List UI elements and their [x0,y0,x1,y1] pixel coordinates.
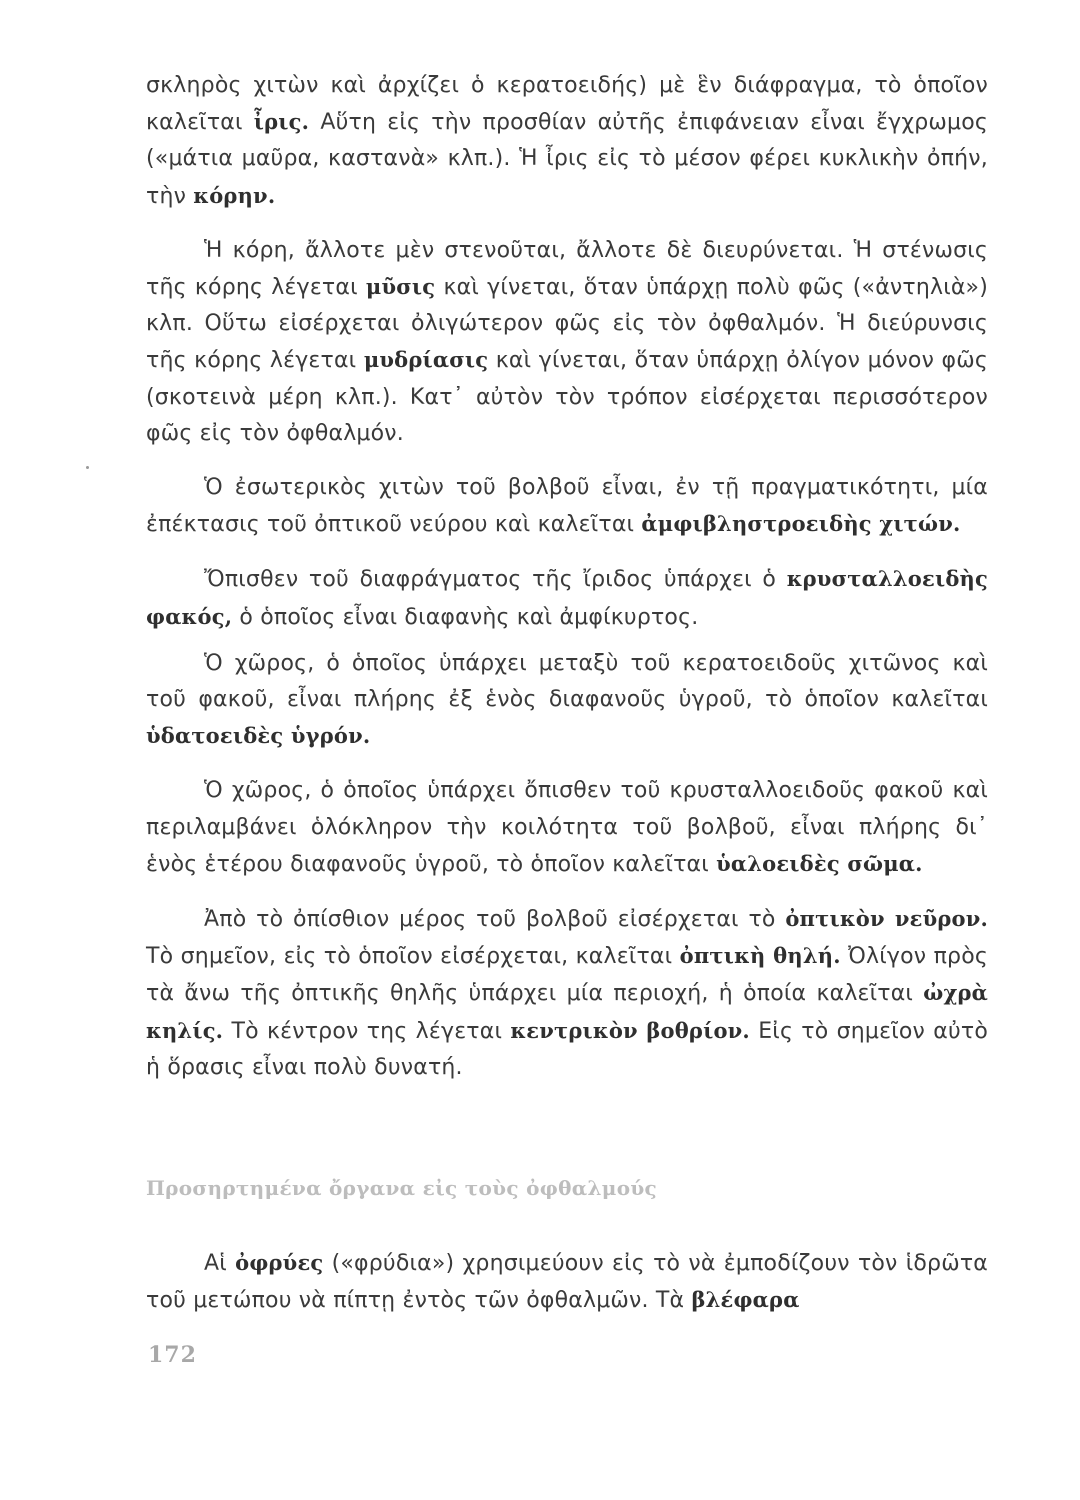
text-run: καὶ γίνεται, ὅταν ὑπάρχῃ ὀλίγον μόνον φῶς (σκοτεινὰ μέρη κλπ.). Κατ᾽ αὐτὸν τὸν τρόπον εἰσέρχεται περισσότερον φῶς εἰς τὸν ὀφθαλμόν. [146,348,989,446]
text-run: Αἱ [204,1251,236,1276]
term-optic-nerve: ὀπτικὸν νεῦρον. [785,906,988,932]
paragraph-retina [146,470,988,543]
term-mydriasis: μυδρίασις [363,347,489,373]
paragraph-eyebrows [146,1245,988,1319]
text-run: Ἀπὸ τὸ ὀπίσθιον μέρος τοῦ βολβοῦ εἰσέρχεται τὸ [204,907,786,933]
term-vitreous-body: ὑαλοειδὲς σῶμα. [716,850,923,876]
text-run: Ὁ ἐσωτερικὸς χιτὼν τοῦ βολβοῦ εἶναι, ἐν τῇ πραγματικότητι, μία ἐπέκτασις τοῦ ὀπτικοῦ νεύρου καὶ καλεῖται [146,475,988,538]
text-run: καὶ γίνεται, ὅταν ὑπάρχῃ πολὺ φῶς («ἀντηλιὰ») κλπ. Οὕτω εἰσέρχεται ὀλιγώτερον φῶς εἰς τὸν ὀφθαλμόν. Ἡ διεύρυνσις τῆς κόρης λέγεται [146,275,988,374]
text-run: Ἡ κόρη, ἄλλοτε μὲν στενοῦται, ἄλλοτε δὲ διευρύνεται. Ἡ στένωσις τῆς κόρης λέγεται [146,237,988,301]
paragraph-lens [146,561,988,635]
scan-speck [86,466,89,469]
term-retina: ἀμφιβληστροειδὴς χιτών. [641,511,961,537]
term-eyebrows: ὀφρύες [235,1250,324,1275]
text-run: Τὸ σημεῖον, εἰς τὸ ὁποῖον εἰσέρχεται, καλεῖται [146,944,680,970]
page-number: 172 [148,1342,197,1368]
lower-body [146,1245,988,1319]
text-run: Ὄπισθεν τοῦ διαφράγματος τῆς ἴριδος ὑπάρχει ὁ [204,567,787,593]
term-lens: κρυσταλλοειδὴς φακός, [146,566,988,629]
term-optic-disc: ὀπτικὴ θηλή. [679,943,841,969]
term-pupil: κόρην. [193,182,276,208]
text-run: Εἰς τὸ σημεῖον αὐτὸ ἡ ὅρασις εἶναι πολὺ δυνατή. [146,1018,988,1080]
term-fovea: κεντρικὸν βοθρίον. [510,1017,750,1043]
term-miosis: μῦσις [365,274,436,300]
paragraph-aqueous [146,646,988,756]
text-run: Ὀλίγον πρὸς τὰ ἄνω τῆς ὀπτικῆς θηλῆς ὑπάρχει μία περιοχή, ἡ ὁποία καλεῖται [146,944,988,1007]
paragraph-optic-nerve [146,901,988,1086]
text-run: Αὕτη εἰς τὴν προσθίαν αὐτῆς ἐπιφάνειαν εἶναι ἔγχρωμος («μάτια μαῦρα, καστανὰ» κλπ.). Ἡ ἶρις εἰς τὸ μέσον φέρει κυκλικὴν ὀπήν, τὴν [146,110,988,209]
term-macula: ὠχρὰ κηλίς. [146,980,988,1043]
page-body [146,68,988,1086]
paragraph-pupil [146,233,988,452]
text-run: Ὁ χῶρος, ὁ ὁποῖος ὑπάρχει ὄπισθεν τοῦ κρυσταλλοειδοῦς φακοῦ καὶ περιλαμβάνει ὁλόκληρον τὴν κοιλότητα τοῦ βολβοῦ, εἶναι πλήρης δι᾽ ἑνὸς ἑτέρου διαφανοῦς ὑγροῦ, τὸ ὁποῖον καλεῖται [146,778,988,877]
section-heading: Προσηρτημένα ὄργανα εἰς τοὺς ὀφθαλμούς [146,1176,658,1200]
text-run: ὁ ὁποῖος εἶναι διαφανὴς καὶ ἀμφίκυρτος. [232,604,699,630]
text-run: Ὁ χῶρος, ὁ ὁποῖος ὑπάρχει μεταξὺ τοῦ κερατοειδοῦς χιτῶνος καὶ τοῦ φακοῦ, εἶναι πλήρης ἐξ ἑνὸς διαφανοῦς ὑγροῦ, τὸ ὁποῖον καλεῖται [146,650,988,713]
term-eyelids: βλέφαρα [691,1287,800,1313]
term-iris: ἶρις. [253,109,310,135]
paragraph-vitreous [146,773,988,883]
term-aqueous-humor: ὑδατοειδὲς ὑγρόν. [146,723,371,749]
text-run: («φρύδια») χρησιμεύουν εἰς τὸ νὰ ἐμποδίζουν τὸν ἱδρῶτα τοῦ μετώπου νὰ πίπτῃ ἐντὸς τῶν ὀφθαλμῶν. Τὰ [146,1251,988,1314]
text-run: σκληρὸς χιτὼν καὶ ἀρχίζει ὁ κερατοειδής) μὲ ἓν διάφραγμα, τὸ ὁποῖον καλεῖται [146,73,988,136]
paragraph-iris [146,68,988,215]
text-run: Τὸ κέντρον της λέγεται [223,1018,511,1044]
